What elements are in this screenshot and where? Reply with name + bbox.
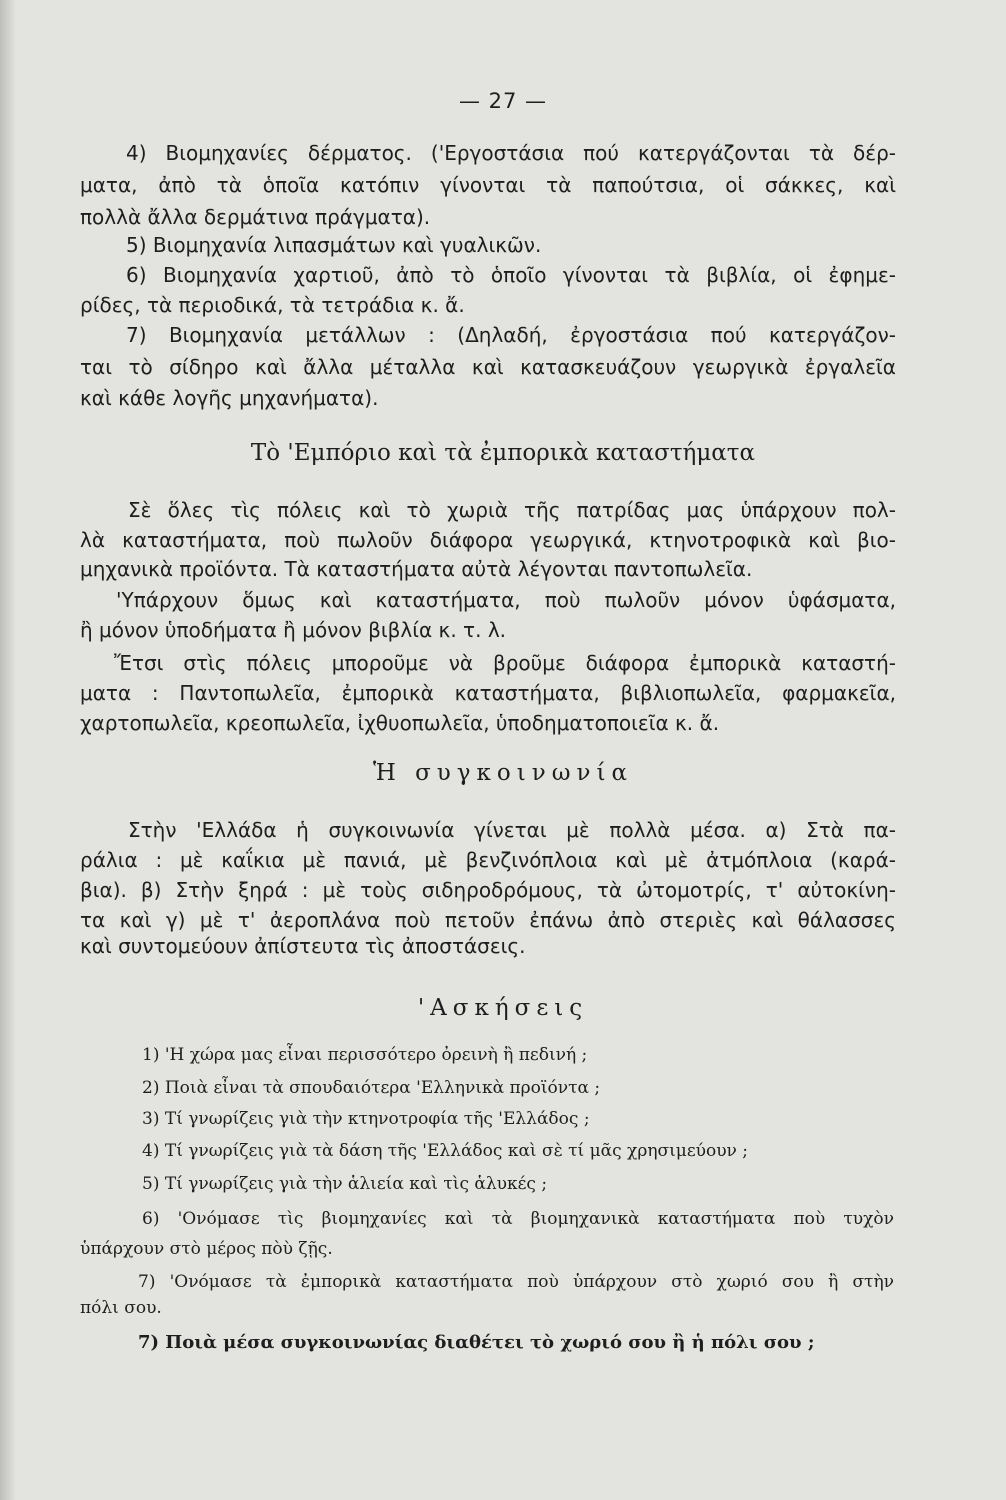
communication-line: Στὴν 'Ελλάδα ἡ συγκοινωνία γίνεται μὲ πολλὰ μέσα. α) Στὰ πα-: [128, 818, 896, 842]
exercise-line: 7) 'Ονόμασε τὰ ἐμπορικὰ καταστήματα ποὺ ὑπάρχουν στὸ χωριό σου ἢ στὴν: [138, 1272, 894, 1292]
exercise-line: πόλι σου.: [80, 1298, 162, 1318]
communication-line: βια). β) Στὴν ξηρά : μὲ τοὺς σιδηροδρόμους, τὰ ὠτομοτρίς, τ' αὐτοκίνη-: [80, 878, 896, 902]
exercise-line: 7) Ποιὰ μέσα συγκοινωνίας διαθέτει τὸ χωριό σου ἢ ἡ πόλι σου ;: [138, 1332, 815, 1353]
communication-line: ράλια : μὲ καΐκια μὲ πανιά, μὲ βενζινόπλοια καὶ μὲ ἀτμόπλοια (καρά-: [80, 848, 896, 872]
industry-7-line-3: καὶ κάθε λογῆς μηχανήματα).: [80, 386, 379, 410]
communication-line: καὶ συντομεύουν ἀπίστευτα τὶς ἀποστάσεις.: [80, 934, 526, 958]
industry-7-line-2: ται τὸ σίδηρο καὶ ἄλλα μέταλλα καὶ κατασκευάζουν γεωργικὰ ἐργαλεῖα: [80, 355, 896, 379]
industry-7-line-1: 7) Βιομηχανία μετάλλων : (Δηλαδή, ἐργοστάσια πού κατεργάζον-: [126, 323, 896, 347]
exercise-line: 3) Τί γνωρίζεις γιὰ τὴν κτηνοτροφία τῆς 'Ελλάδος ;: [142, 1109, 590, 1129]
commerce-line: Σὲ ὅλες τὶς πόλεις καὶ τὸ χωριὰ τῆς πατρίδας μας ὑπάρχουν πολ-: [128, 498, 896, 522]
commerce-line: χαρτοπωλεῖα, κρεοπωλεῖα, ἰχθυοπωλεῖα, ὑποδηματοποιεῖα κ. ἄ.: [80, 711, 720, 735]
communication-line: τα καὶ γ) μὲ τ' ἀεροπλάνα ποὺ πετοῦν ἐπάνω ἀπὸ στεριὲς καὶ θάλασσες: [80, 908, 896, 932]
commerce-heading: Τὸ 'Εμπόριο καὶ τὰ ἐμπορικὰ καταστήματα: [250, 440, 756, 466]
exercise-line: 5) Τί γνωρίζεις γιὰ τὴν ἁλιεία καὶ τὶς ἁλυκές ;: [142, 1174, 548, 1194]
page-number: — 27 —: [458, 89, 548, 113]
industry-6-line-1: 6) Βιομηχανία χαρτιοῦ, ἀπὸ τὸ ὁποῖο γίνονται τὰ βιβλία, οἱ ἐφημε-: [126, 263, 896, 287]
commerce-line: ματα : Παντοπωλεῖα, ἐμπορικὰ καταστήματα, βιβλιοπωλεῖα, φαρμακεῖα,: [80, 681, 896, 705]
commerce-line: λὰ καταστήματα, ποὺ πωλοῦν διάφορα γεωργικά, κτηνοτροφικὰ καὶ βιο-: [80, 528, 896, 552]
industry-4-line-1: 4) Βιομηχανίες δέρματος. ('Εργοστάσια πού κατεργάζονται τὰ δέρ-: [126, 141, 896, 165]
exercise-line: 1) 'Η χώρα μας εἶναι περισσότερο ὀρεινὴ ἢ πεδινή ;: [142, 1045, 588, 1065]
commerce-line: μηχανικὰ προϊόντα. Τὰ καταστήματα αὐτὰ λέγονται παντοπωλεῖα.: [80, 557, 753, 581]
exercise-line: ὑπάρχουν στὸ μέρος πὸὺ ζῇς.: [80, 1239, 333, 1259]
industry-4-line-3: πολλὰ ἄλλα δερμάτινα πράγματα).: [80, 205, 431, 229]
commerce-line: ἢ μόνον ὑποδήματα ἢ μόνον βιβλία κ. τ. λ.: [80, 618, 507, 642]
communication-heading: Ἡ συγκοινωνία: [372, 760, 634, 786]
exercise-line: 4) Τί γνωρίζεις γιὰ τὰ δάση τῆς 'Ελλάδος καὶ σὲ τί μᾶς χρησιμεύουν ;: [142, 1141, 749, 1161]
commerce-line: 'Υπάρχουν ὅμως καὶ καταστήματα, ποὺ πωλοῦν μόνον ὑφάσματα,: [116, 588, 896, 612]
industry-5-line-1: 5) Βιομηχανία λιπασμάτων καὶ γυαλικῶν.: [126, 233, 542, 257]
commerce-line: Ἔτσι στὶς πόλεις μποροῦμε νὰ βροῦμε διάφορα ἐμπορικὰ καταστή-: [114, 651, 896, 675]
industry-4-line-2: ματα, ἀπὸ τὰ ὁποῖα κατόπιν γίνονται τὰ παπούτσια, οἱ σάκκες, καὶ: [80, 173, 896, 197]
industry-6-line-2: ρίδες, τὰ περιοδικά, τὰ τετράδια κ. ἄ.: [80, 293, 465, 317]
exercise-line: 6) 'Ονόμασε τὶς βιομηχανίες καὶ τὰ βιομηχανικὰ καταστήματα ποὺ τυχὸν: [142, 1209, 894, 1229]
exercise-line: 2) Ποιὰ εἶναι τὰ σπουδαιότερα 'Ελληνικὰ προϊόντα ;: [142, 1078, 601, 1098]
exercises-heading: 'Ασκήσεις: [417, 995, 589, 1021]
